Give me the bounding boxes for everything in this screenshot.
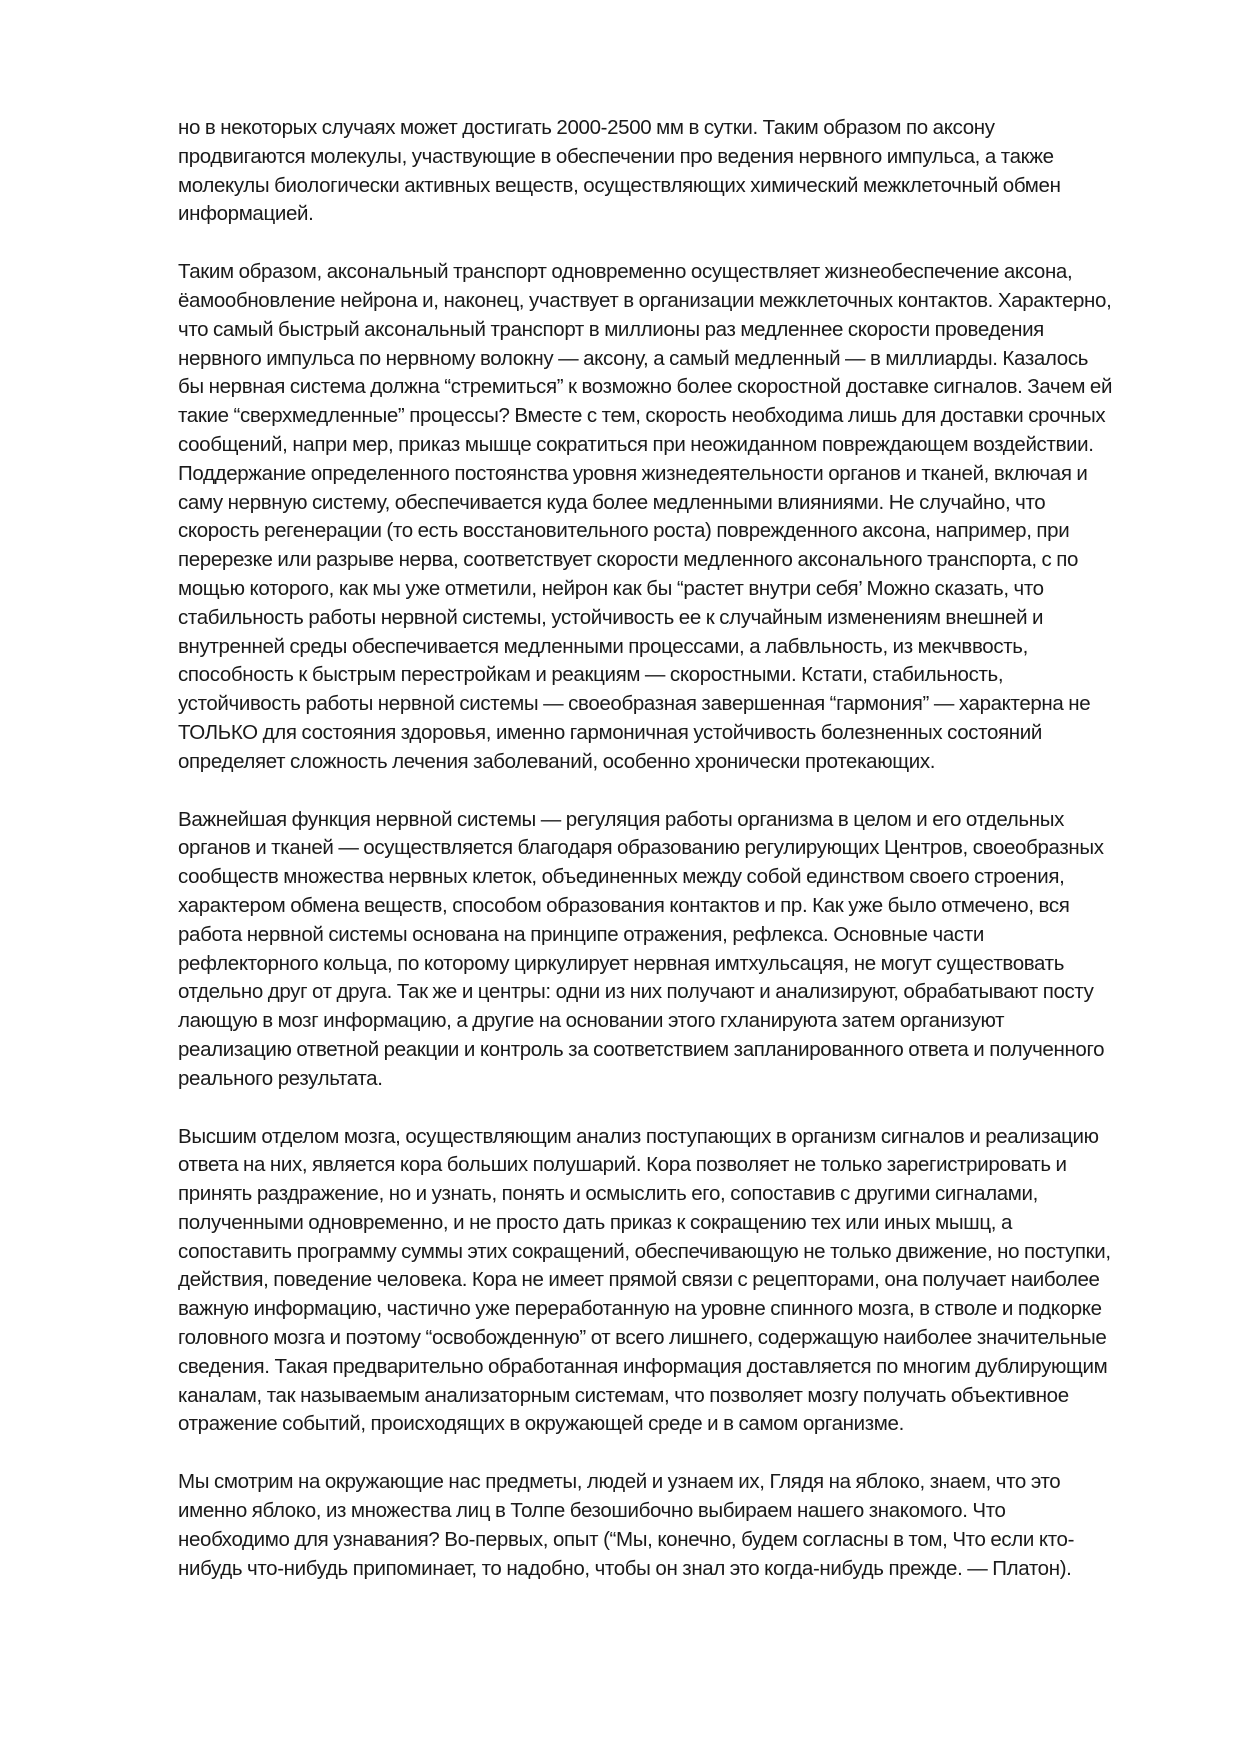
paragraph-axonal-transport-speed: но в некоторых случаях может достигать 2000-2500 мм в сутки. Таким образом по аксону продвигаются молекулы, участвующие в обеспечении про ведения нервного импульса, а также молекулы биологически активных веществ, осуществляющих химический межклеточный обмен информацией. — [178, 116, 1061, 226]
paragraph-regulating-centers: Важнейшая функция нервной системы — регуляция работы организма в целом и его отдельных органов и тканей — осуществляется благодаря образованию регулирующих Центров, своеобразных сообществ множества нервных клеток, объединенных между собой единством своего строения, характером обмена веществ, способом образования контактов и пр. Как уже было отмечено, вся работа нервной системы основана на принципе отражения, рефлекса. Основные части рефлекторного кольца, по которому циркулирует нервная имтхульсацяя, не могут существовать отдельно друг от друга. Так же и центры: одни из них получают и анализируют, обрабатывают посту лающую в мозг информацию, а другие на основании этого гхланируюта затем организуют реализацию ответной реакции и контроль за соответствием запланированного ответа и полученного реального результата. — [178, 807, 1105, 1090]
document-page — [178, 114, 1113, 1583]
paragraph-axonal-transport-functions: Таким образом, аксональный транспорт одновременно осуществляет жизнеобеспечение аксона, ёамообновление нейрона и, наконец, участвует в организации межклеточных контактов. Характерно, что самый быстрый аксональный транспорт в миллионы раз медленнее скорости проведения нервного импульса по нервному волокну — аксону, а самый медленный — в миллиарды. Казалось бы нервная система должна “стремиться” к возможно более скоростной доставке сигналов. Зачем ей такие “сверхмедленные” процессы? Вместе с тем, скорость необходима лишь для доставки срочных сообщений, напри мер, приказ мышце сократиться при неожиданном повреждающем воздействии. Поддержание определенного постоянства уровня жизнедеятельности органов и тканей, включая и саму нервную систему, обеспечивается куда более медленными влияниями. Не случайно, что скорость регенерации (то есть восстановительного роста) поврежденного аксона, например, при перерезке или разрыве нерва, соответствует скорости медленного аксонального транспорта, с по мощью которого, как мы уже отметили, нейрон как бы “растет внутри себя’ Можно сказать, что стабильность работы нервной системы, устойчивость ее к случайным изменениям внешней и внутренней среды обеспечивается медленными процессами, а лабвльность, из мекчввость, способность к быстрым перестройкам и реакциям — скоростными. Кстати, стабильность, устойчивость работы нервной системы — своеобразная завершенная “гармония” — характерна не ТОЛЬКО для состояния здоровья, именно гармоничная устойчивость болезненных состояний определяет сложность лечения заболеваний, особенно хронически протекающих. — [178, 260, 1113, 773]
paragraph-cerebral-cortex: Высшим отделом мозга, осуществляющим анализ поступающих в организм сигналов и реализацию ответа на них, является кора больших полушарий. Кора позволяет не только зарегистрировать и принять раздражение, но и узнать, понять и осмыслить его, сопоставив с другими сигналами, полученными одновременно, и не просто дать приказ к сокращению тех или иных мышц, а сопоставить программу суммы этих сокращений, обеспечивающую не только движение, но поступки, действия, поведение человека. Кора не имеет прямой связи с рецепторами, она получает наиболее важную информацию, частично уже переработанную на уровне спинного мозга, в стволе и подкорке головного мозга и поэтому “освобожденную” от всего лишнего, содержащую наиболее значительные сведения. Такая предварительно обработанная информация доставляется по многим дублирующим каналам, так называемым анализаторным системам, что позволяет мозгу получать объективное отражение событий, происходящих в окружающей среде и в самом организме. — [178, 1124, 1111, 1436]
paragraph-recognition: Мы смотрим на окружающие нас предметы, людей и узнаем их, Глядя на яблоко, знаем, что это именно яблоко, из множества лиц в Толпе безошибочно выбираем нашего знакомого. Что необходимо для узнавания? Во-первых, опыт (“Мы, конечно, будем согласны в том, Что если кто-нибудь что-нибудь припоминает, то надобно, чтобы он знал это когда-нибудь прежде. — Платон). — [178, 1470, 1075, 1580]
